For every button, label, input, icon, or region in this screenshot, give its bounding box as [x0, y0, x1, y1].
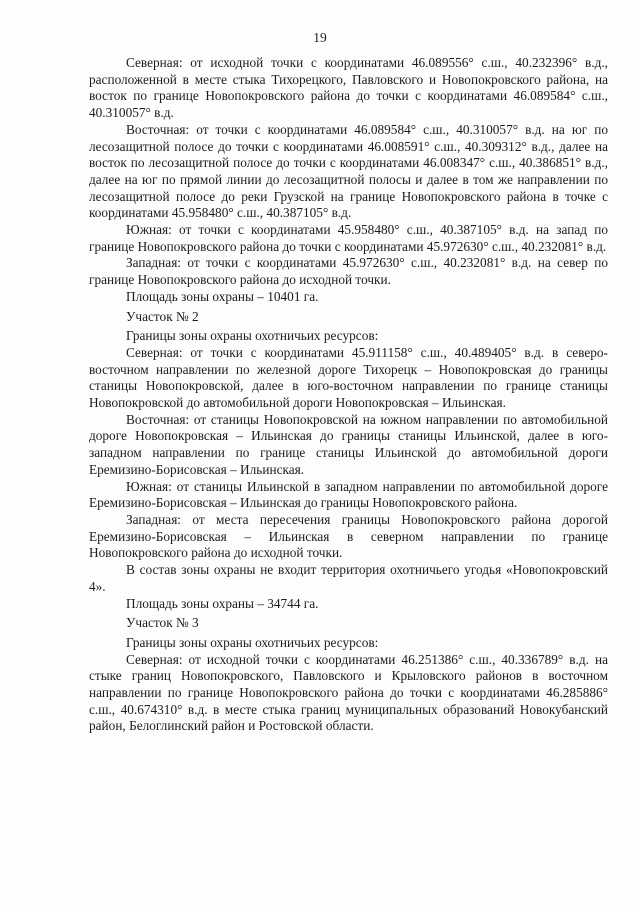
section-heading-plot-2: Участок № 2	[126, 308, 199, 324]
paragraph-northern-boundary-1: Северная: от исходной точки с координатами 46.089556° с.ш., 40.232396° в.д., расположенной в месте стыка Тихорецкого, Павловского и Новопокровского района, на восток по границе Новопокровского района до точки с координатами 46.089584° с.ш., 40.310057° в.д.	[89, 55, 608, 121]
paragraph-eastern-boundary-1: Восточная: от точки с координатами 46.089584° с.ш., 40.310057° в.д. на юг по лесозащитной полосе до точки с координатами 46.008591° с.ш., 40.309312° в.д., далее на восток по лесозащитной полосе до точки с координатами 46.008347° с.ш., 40.386851° в.д., далее на юг по прямой линии до лесозащитной полосы и далее в том же направлении по лесозащитной полосе до реки Грузской на границе Новопокровского района в точке с координатами 45.958480° с.ш., 40.387105° в.д.	[89, 121, 608, 221]
document-body	[89, 55, 608, 735]
paragraph-southern-boundary-1: Южная: от точки с координатами 45.958480° с.ш., 40.387105° в.д. на запад по границе Новопокровского района до точки с координатами 45.972630° с.ш., 40.232081° в.д.	[89, 222, 608, 254]
paragraph-area-2: Площадь зоны охраны – 34744 га.	[126, 595, 319, 611]
paragraph-western-boundary-2: Западная: от места пересечения границы Новопокровского района дорогой Еремизино-Борисовская – Ильинская в северном направлении по границе Новопокровского района до исходной точки.	[89, 511, 608, 561]
paragraph-boundaries-heading-3: Границы зоны охраны охотничьих ресурсов:	[126, 634, 379, 650]
paragraph-eastern-boundary-2: Восточная: от станицы Новопокровской на южном направлении по автомобильной дороге Новопокровская – Ильинская до границы станицы Ильинской, далее в юго-западном направлении по границе станицы Ильинской до автомобильной дороги Еремизино-Борисовская – Ильинская.	[89, 411, 608, 477]
paragraph-western-boundary-1: Западная: от точки с координатами 45.972630° с.ш., 40.232081° в.д. на север по границе Новопокровского района до исходной точки.	[89, 255, 608, 288]
page-number: 19	[313, 30, 327, 45]
paragraph-area-1: Площадь зоны охраны – 10401 га.	[126, 288, 319, 304]
section-heading-plot-3: Участок № 3	[126, 615, 199, 631]
paragraph-exclusion-2: В состав зоны охраны не входит территория охотничьего угодья «Новопокровский 4».	[89, 562, 608, 594]
paragraph-northern-boundary-2: Северная: от точки с координатами 45.911158° с.ш., 40.489405° в.д. в северо-восточном направлении по железной дороге Тихорецк – Новопокровская до границы станицы Новопокровской, далее в юго-восточном направлении по границе станицы Новопокровской до автомобильной дороги Новопокровская – Ильинская.	[89, 344, 608, 411]
paragraph-northern-boundary-3: Северная: от исходной точки с координатами 46.251386° с.ш., 40.336789° в.д. на стыке границ Новопокровского, Павловского и Крыловского районов в восточном направлении по границе Новопокровского района до точки с координатами 46.285886° с.ш., 40.674310° в.д. в месте стыка границ муниципальных образований Новокубанский район, Белоглинский район и Ростовской области.	[89, 651, 608, 734]
paragraph-southern-boundary-2: Южная: от станицы Ильинской в западном направлении по автомобильной дороге Еремизино-Борисовская – Ильинская до границы Новопокровского района.	[89, 478, 608, 511]
paragraph-boundaries-heading-2: Границы зоны охраны охотничьих ресурсов:	[126, 328, 379, 344]
